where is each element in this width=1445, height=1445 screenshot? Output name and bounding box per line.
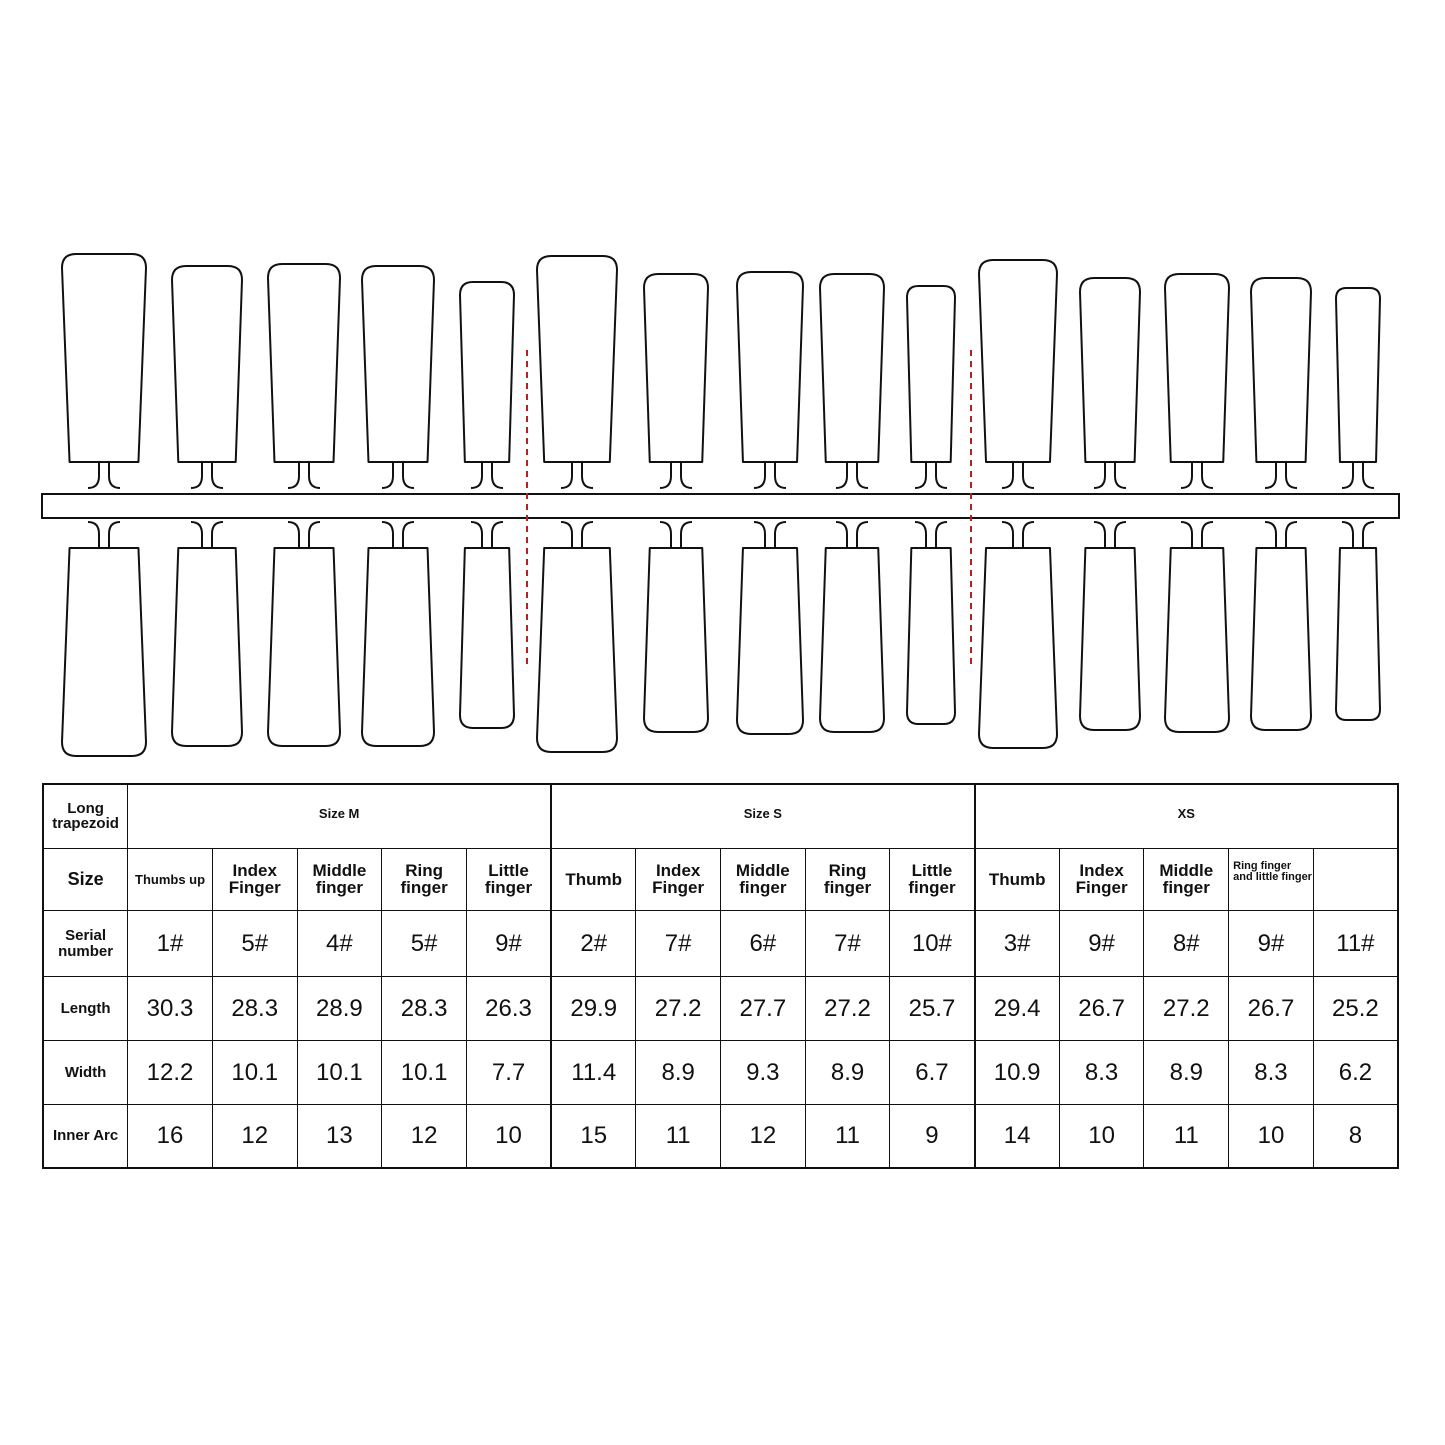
nail-size-table <box>42 783 1399 1169</box>
nail-tip <box>1165 274 1229 462</box>
table-cell: 9.3 <box>721 1040 806 1104</box>
nail-tip <box>979 548 1057 748</box>
finger-header: Thumb <box>551 848 636 910</box>
table-cell: 11 <box>805 1105 890 1168</box>
table-cell: 9# <box>1229 911 1314 977</box>
table-cell: 25.2 <box>1313 977 1398 1040</box>
nail-stem <box>561 462 593 488</box>
row-label: Length <box>43 977 128 1040</box>
nail-stem <box>88 462 120 488</box>
row-label: Width <box>43 1040 128 1104</box>
finger-header: Ring finger <box>382 848 467 910</box>
finger-header: Thumbs up <box>128 848 213 910</box>
table-cell: 29.4 <box>975 977 1060 1040</box>
nail-stem <box>1265 522 1297 548</box>
nail-tip <box>1251 278 1311 462</box>
group-header-size-m: Size M <box>128 784 551 848</box>
table-cell: 8.9 <box>636 1040 721 1104</box>
table-row-groups <box>43 784 1398 848</box>
table-row-serial-number <box>43 911 1398 977</box>
nail-tip <box>1336 288 1380 462</box>
finger-header: Little finger <box>890 848 975 910</box>
finger-header: Ring finger <box>805 848 890 910</box>
nail-tip <box>62 254 146 462</box>
nail-stem <box>836 522 868 548</box>
table-cell: 10.1 <box>297 1040 382 1104</box>
finger-header: Middle finger <box>1144 848 1229 910</box>
table-cell: 10 <box>466 1105 551 1168</box>
nail-stem <box>561 522 593 548</box>
table-cell: 27.2 <box>805 977 890 1040</box>
table-row-width <box>43 1040 1398 1104</box>
table-cell: 10 <box>1229 1105 1314 1168</box>
nail-stem <box>915 462 947 488</box>
table-cell: 7# <box>805 911 890 977</box>
table-cell: 30.3 <box>128 977 213 1040</box>
nail-stem <box>660 462 692 488</box>
table-cell: 8# <box>1144 911 1229 977</box>
table-cell: 9# <box>1059 911 1144 977</box>
table-cell: 27.2 <box>636 977 721 1040</box>
nail-stem <box>836 462 868 488</box>
nail-tip <box>644 548 708 732</box>
table-cell: 10# <box>890 911 975 977</box>
table-cell: 10.1 <box>382 1040 467 1104</box>
finger-header <box>1313 848 1398 910</box>
nail-tip <box>907 286 955 462</box>
nail-stem <box>1002 462 1034 488</box>
finger-header: Thumb <box>975 848 1060 910</box>
row-label: Serial number <box>43 911 128 977</box>
nail-tip <box>172 548 242 746</box>
table-cell: 25.7 <box>890 977 975 1040</box>
table-cell: 10.1 <box>212 1040 297 1104</box>
nail-stem <box>915 522 947 548</box>
table-cell: 27.7 <box>721 977 806 1040</box>
group-header-xs: XS <box>975 784 1398 848</box>
table-cell: 8.9 <box>805 1040 890 1104</box>
table-cell: 7# <box>636 911 721 977</box>
nail-tip <box>362 266 434 462</box>
table-cell: 28.9 <box>297 977 382 1040</box>
finger-header: Index Finger <box>212 848 297 910</box>
table-cell: 10 <box>1059 1105 1144 1168</box>
nail-stem <box>1181 522 1213 548</box>
table-row-inner-arc <box>43 1105 1398 1168</box>
nail-stem <box>1342 462 1374 488</box>
nail-tip <box>362 548 434 746</box>
nail-tip <box>737 272 803 462</box>
nail-tip <box>820 548 884 732</box>
nail-stem <box>1342 522 1374 548</box>
nail-tip <box>268 548 340 746</box>
table-cell: 8.3 <box>1059 1040 1144 1104</box>
table-cell: 26.3 <box>466 977 551 1040</box>
table-cell: 6.7 <box>890 1040 975 1104</box>
nail-stem <box>1094 522 1126 548</box>
nail-stem <box>754 462 786 488</box>
table-cell: 5# <box>382 911 467 977</box>
table-row-fingers <box>43 848 1398 910</box>
table-cell: 11.4 <box>551 1040 636 1104</box>
nail-tip <box>268 264 340 462</box>
nail-stem <box>382 522 414 548</box>
table-cell: 12 <box>212 1105 297 1168</box>
nail-stem <box>754 522 786 548</box>
finger-header: Index Finger <box>1059 848 1144 910</box>
table-cell: 8.9 <box>1144 1040 1229 1104</box>
nail-tip <box>460 282 514 462</box>
nail-stem <box>1094 462 1126 488</box>
table-cell: 4# <box>297 911 382 977</box>
table-cell: 12.2 <box>128 1040 213 1104</box>
nail-stem <box>191 522 223 548</box>
table-cell: 11 <box>636 1105 721 1168</box>
table-cell: 15 <box>551 1105 636 1168</box>
nail-tip <box>1251 548 1311 730</box>
table-cell: 6.2 <box>1313 1040 1398 1104</box>
nail-tip <box>537 256 617 462</box>
corner-label: Long trapezoid <box>43 784 128 848</box>
table-cell: 29.9 <box>551 977 636 1040</box>
nail-stem <box>88 522 120 548</box>
table-cell: 10.9 <box>975 1040 1060 1104</box>
table-cell: 16 <box>128 1105 213 1168</box>
nail-tip <box>820 274 884 462</box>
nail-tip <box>62 548 146 756</box>
table-cell: 6# <box>721 911 806 977</box>
nail-tip <box>537 548 617 752</box>
group-header-size-s: Size S <box>551 784 974 848</box>
size-label: Size <box>43 848 128 910</box>
table-row-length <box>43 977 1398 1040</box>
table-cell: 12 <box>382 1105 467 1168</box>
nail-stem <box>660 522 692 548</box>
finger-header: Middle finger <box>721 848 806 910</box>
table-cell: 28.3 <box>382 977 467 1040</box>
table-cell: 26.7 <box>1059 977 1144 1040</box>
nail-tip <box>172 266 242 462</box>
nail-stem <box>1265 462 1297 488</box>
table-cell: 14 <box>975 1105 1060 1168</box>
table-cell: 2# <box>551 911 636 977</box>
table-cell: 9 <box>890 1105 975 1168</box>
finger-header: Middle finger <box>297 848 382 910</box>
table-cell: 13 <box>297 1105 382 1168</box>
nail-stem <box>382 462 414 488</box>
nail-stem <box>1181 462 1213 488</box>
nail-tip <box>460 548 514 728</box>
table-cell: 3# <box>975 911 1060 977</box>
finger-header: Little finger <box>466 848 551 910</box>
table-cell: 26.7 <box>1229 977 1314 1040</box>
nail-tip <box>979 260 1057 462</box>
nail-tip <box>1080 278 1140 462</box>
table-cell: 12 <box>721 1105 806 1168</box>
connector-strip <box>42 494 1399 518</box>
finger-header: Ring finger and little finger <box>1229 848 1314 910</box>
table-cell: 11# <box>1313 911 1398 977</box>
table-cell: 28.3 <box>212 977 297 1040</box>
table-cell: 11 <box>1144 1105 1229 1168</box>
table-cell: 1# <box>128 911 213 977</box>
nail-stem <box>471 462 503 488</box>
nail-tip <box>644 274 708 462</box>
nail-stem <box>191 462 223 488</box>
table-cell: 27.2 <box>1144 977 1229 1040</box>
table-cell: 8.3 <box>1229 1040 1314 1104</box>
nail-tip <box>737 548 803 734</box>
table-cell: 9# <box>466 911 551 977</box>
nail-tip <box>907 548 955 724</box>
nail-stem <box>288 522 320 548</box>
nail-tip <box>1165 548 1229 732</box>
nail-stem <box>1002 522 1034 548</box>
nail-stem <box>288 462 320 488</box>
nail-tip <box>1336 548 1380 720</box>
finger-header: Index Finger <box>636 848 721 910</box>
nail-tip <box>1080 548 1140 730</box>
table-cell: 7.7 <box>466 1040 551 1104</box>
nail-stem <box>471 522 503 548</box>
table-cell: 5# <box>212 911 297 977</box>
table-cell: 8 <box>1313 1105 1398 1168</box>
row-label: Inner Arc <box>43 1105 128 1168</box>
